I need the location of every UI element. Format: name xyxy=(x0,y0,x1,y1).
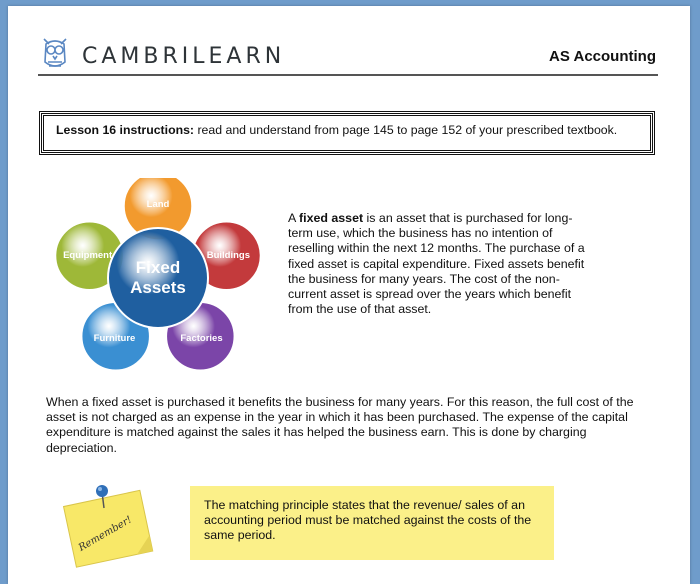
diagram-center-label: Fixed xyxy=(135,258,181,277)
definition-term: fixed asset xyxy=(299,211,364,225)
diagram-label-factories: Factories xyxy=(180,332,223,344)
explanation-paragraph: When a fixed asset is purchased it benefits the business for many years. For this reason, the full cost of the asset is not charged as an expense in the year in which it has been purchased. The expense of the capital expenditure is matched against the sales it has helped the business earn. This is done by charging depreciation. xyxy=(46,395,634,455)
definition-prefix: A xyxy=(288,211,300,225)
fixed-assets-diagram xyxy=(48,178,268,378)
sticky-note-text: Remember! xyxy=(76,514,134,554)
owl-logo-icon xyxy=(40,36,70,72)
lesson-text: read and understand from page 145 to page 152 of your prescribed textbook. xyxy=(194,123,618,137)
header xyxy=(38,32,658,76)
diagram-center-label: Assets xyxy=(130,278,186,297)
matching-principle-callout: The matching principle states that the revenue/ sales of an accounting period must be matched against the costs of the same period. xyxy=(190,486,554,560)
lesson-instructions-box xyxy=(39,111,655,155)
lesson-label: Lesson 16 instructions: xyxy=(56,123,195,137)
lesson-instructions xyxy=(56,123,648,138)
definition-paragraph xyxy=(288,211,588,317)
subject-title: AS Accounting xyxy=(549,48,656,65)
header-divider xyxy=(38,74,658,76)
diagram-label-furniture: Furniture xyxy=(93,332,136,344)
sticky-note xyxy=(62,482,172,572)
diagram-label-land: Land xyxy=(146,199,170,210)
diagram-label-buildings: Buildings xyxy=(206,250,251,262)
diagram-label-equipment: Equipment xyxy=(63,250,113,262)
brand-name: CAMBRILEARN xyxy=(82,44,286,69)
definition-text: is an asset that is purchased for long-term use, which the business has no intention of reselling within the next 12 months. The purchase of a fixed asset is capital expenditure. Fixed assets benefit the business for many years. The cost of the non-current asset is spread over the years which benefit from the use of that asset. xyxy=(288,211,585,317)
document-page xyxy=(8,6,690,584)
